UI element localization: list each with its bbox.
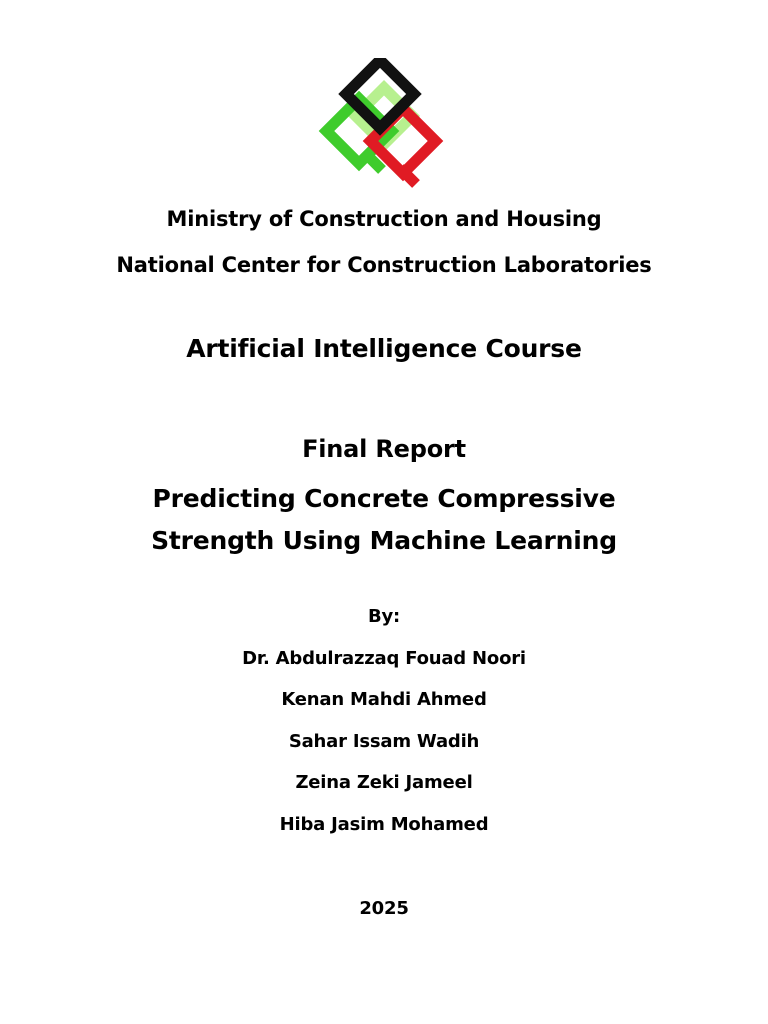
report-label: Final Report xyxy=(302,435,466,463)
author-name: Dr. Abdulrazzaq Fouad Noori xyxy=(242,648,526,669)
report-year: 2025 xyxy=(359,898,409,919)
author-name: Zeina Zeki Jameel xyxy=(295,772,473,793)
author-name: Kenan Mahdi Ahmed xyxy=(281,689,487,710)
ministry-name: Ministry of Construction and Housing xyxy=(166,207,602,231)
center-name: National Center for Construction Laboratories xyxy=(116,253,652,277)
interlocking-squares-logo-icon xyxy=(308,58,456,192)
course-title: Artificial Intelligence Course xyxy=(186,334,582,363)
report-title-line-1: Predicting Concrete Compressive xyxy=(152,484,616,513)
by-label: By: xyxy=(367,606,401,627)
author-name: Hiba Jasim Mohamed xyxy=(279,814,489,835)
author-name: Sahar Issam Wadih xyxy=(288,731,480,752)
report-title-line-2: Strength Using Machine Learning xyxy=(151,526,617,555)
